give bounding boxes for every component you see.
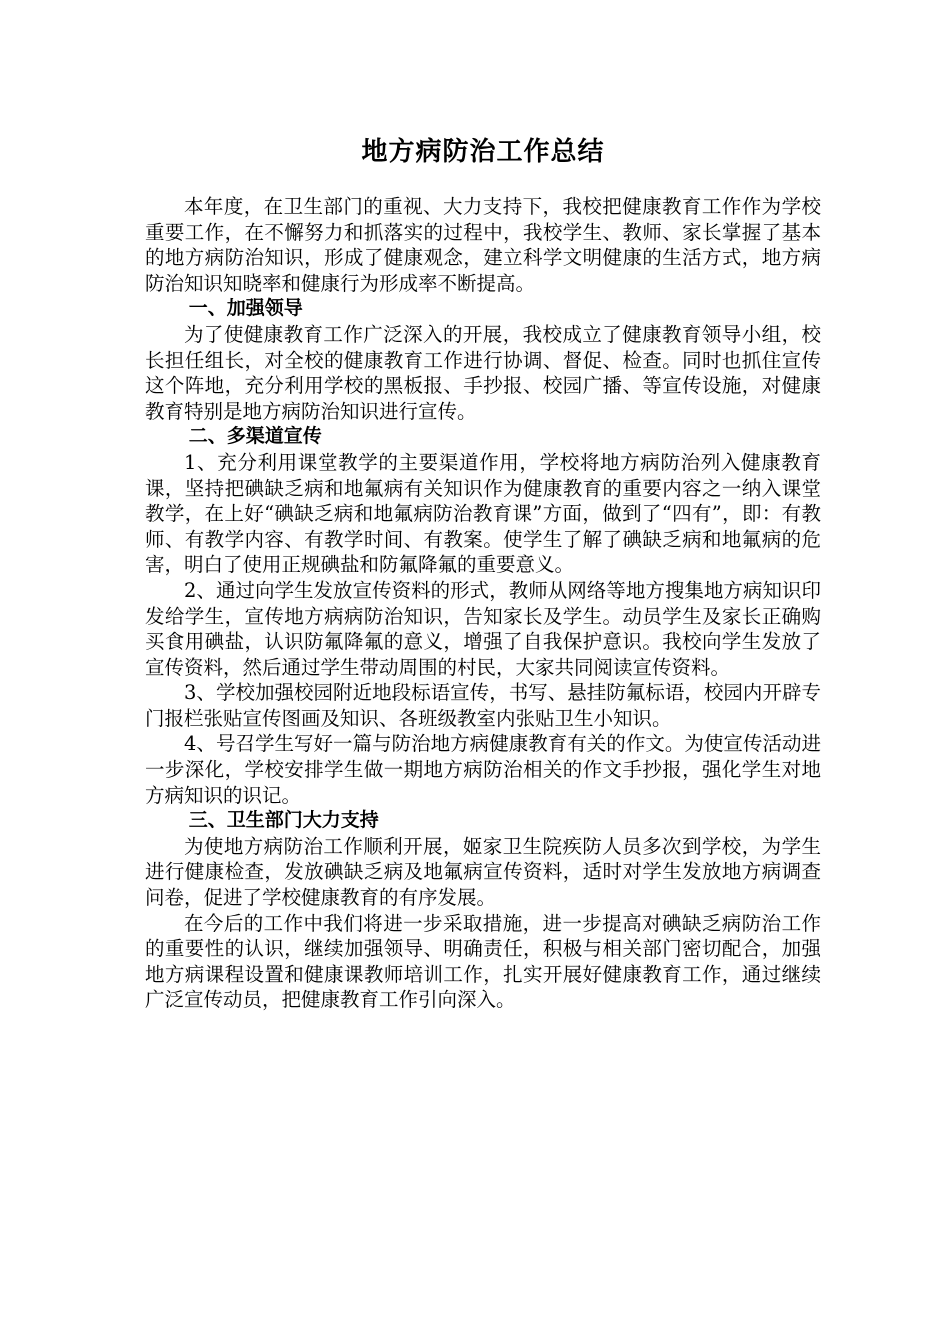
paragraph: 为了使健康教育工作广泛深入的开展，我校成立了健康教育领导小组，校长担任组长，对全校的健康教育工作进行协调、督促、检查。同时也抓住宣传这个阵地，充分利用学校的黑板报、手抄报、校园广播、等宣传设施，对健康教育特别是地方病防治知识进行宣传。 (145, 322, 821, 423)
section-heading-leadership: 一、加强领导 (188, 297, 303, 320)
intro-paragraph: 本年度，在卫生部门的重视、大力支持下，我校把健康教育工作作为学校重要工作，在不懈努力和抓落实的过程中，我校学生、教师、家长掌握了基本的地方病防治知识，形成了健康观念，建立科学文明健康的生活方式，地方病防治知识知晓率和健康行为形成率不断提高。 (145, 195, 821, 295)
paragraph: 3、学校加强校园附近地段标语宣传，书写、悬挂防氟标语，校园内开辟专门报栏张贴宣传图画及知识、各班级教室内张贴卫生小知识。 (145, 681, 821, 730)
closing-paragraph: 在今后的工作中我们将进一步采取措施，进一步提高对碘缺乏病防治工作的重要性的认识，继续加强领导、明确责任，积极与相关部门密切配合，加强地方病课程设置和健康课教师培训工作，扎实开展好健康教育工作，通过继续广泛宣传动员，把健康教育工作引向深入。 (145, 911, 821, 1012)
section-heading-health-dept-support: 三、卫生部门大力支持 (188, 809, 379, 832)
document-page (145, 132, 821, 1013)
document-title: 地方病防治工作总结 (361, 137, 605, 167)
paragraph: 1、充分利用课堂教学的主要渠道作用，学校将地方病防治列入健康教育课，坚持把碘缺乏病和地氟病有关知识作为健康教育的重要内容之一纳入课堂教学，在上好“碘缺乏病和地氟病防治教育课”方面，做到了“四有”，即：有教师、有教学内容、有教学时间、有教案。使学生了解了碘缺乏病和地氟病的危害，明白了使用正规碘盐和防氟降氟的重要意义。 (145, 450, 821, 577)
paragraph: 2、通过向学生发放宣传资料的形式，教师从网络等地方搜集地方病知识印发给学生，宣传地方病病防治知识，告知家长及学生。动员学生及家长正确购买食用碘盐，认识防氟降氟的意义，增强了自我保护意识。我校向学生发放了宣传资料，然后通过学生带动周围的村民，大家共同阅读宣传资料。 (145, 578, 821, 679)
section-heading-publicity: 二、多渠道宣传 (188, 425, 322, 448)
paragraph: 为使地方病防治工作顺利开展，姬家卫生院疾防人员多次到学校，为学生进行健康检查，发放碘缺乏病及地氟病宣传资料，适时对学生发放地方病调查问卷，促进了学校健康教育的有序发展。 (145, 834, 821, 910)
paragraph: 4、号召学生写好一篇与防治地方病健康教育有关的作文。为使宣传活动进一步深化，学校安排学生做一期地方病防治相关的作文手抄报，强化学生对地方病知识的识记。 (145, 732, 821, 807)
